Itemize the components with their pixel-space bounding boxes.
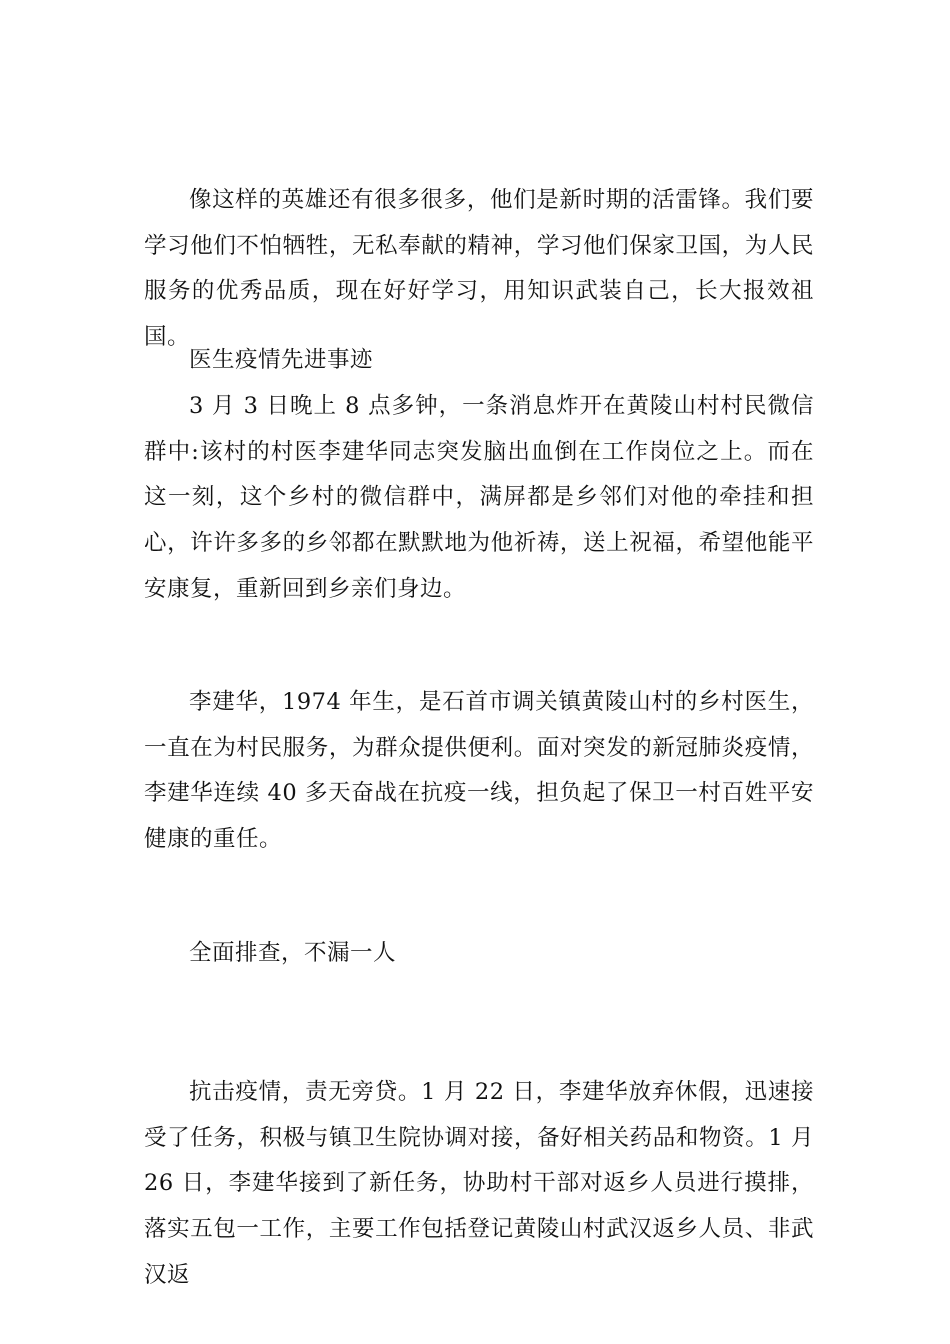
paragraph-heroes-summary: 像这样的英雄还有很多很多，他们是新时期的活雷锋。我们要学习他们不怕牺牲，无私奉献的精神，学习他们保家卫国，为人民服务的优秀品质，现在好好学习，用知识武装自己，长大报效祖国。: [144, 187, 814, 351]
section-heading-full-screening: 全面排查，不漏一人: [189, 940, 397, 966]
section-heading-doctor-deeds: 医生疫情先进事迹: [189, 347, 374, 373]
paragraph-march-news: 3 月 3 日晚上 8 点多钟，一条消息炸开在黄陵山村村民微信群中:该村的村医李建华同志突发脑出血倒在工作岗位之上。而在这一刻，这个乡村的微信群中，满屏都是乡邻们对他的牵挂和担心，许许多多的乡邻都在默默地为他祈祷，送上祝福，希望他能平安康复，重新回到乡亲们身边。: [144, 393, 814, 602]
paragraph-fight-epidemic: 抗击疫情，责无旁贷。1 月 22 日，李建华放弃休假，迅速接受了任务，积极与镇卫生院协调对接，备好相关药品和物资。1 月 26 日，李建华接到了新任务，协助村干部对返乡人员进行摸排，落实五包一工作，主要工作包括登记黄陵山村武汉返乡人员、非武汉返: [144, 1079, 814, 1288]
paragraph-li-jianhua-intro: 李建华，1974 年生，是石首市调关镇黄陵山村的乡村医生，一直在为村民服务，为群众提供便利。面对突发的新冠肺炎疫情，李建华连续 40 多天奋战在抗疫一线，担负起了保卫一村百姓平安健康的重任。: [144, 689, 814, 853]
